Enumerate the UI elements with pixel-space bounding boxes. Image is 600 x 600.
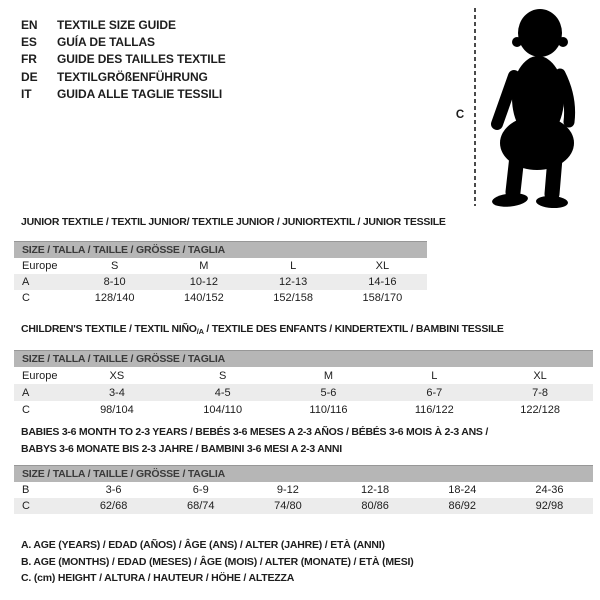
- cell-value: 12-18: [361, 484, 390, 496]
- table-row-age-months: [14, 482, 593, 498]
- language-row-de: [21, 68, 226, 85]
- language-title: TEXTILE SIZE GUIDE: [57, 17, 176, 32]
- cell-value: 110/116: [309, 403, 348, 416]
- cell-value: 140/152: [183, 292, 224, 304]
- footnote-height: C. (cm) HEIGHT / ALTURA / HAUTEUR / HÖHE / ALTEZZA: [21, 572, 295, 584]
- language-row-en: [21, 16, 226, 33]
- size-table-header: SIZE / TALLA / TAILLE / GRÖSSE / TAGLIA: [14, 241, 427, 258]
- cell-value: 122/128: [520, 403, 560, 416]
- language-row-es: [21, 33, 226, 50]
- row-label: C: [22, 292, 30, 304]
- row-label: A: [22, 386, 30, 399]
- cell-value: 12-13: [279, 276, 308, 288]
- section-title-sub: /A: [196, 327, 204, 336]
- cell-value: L: [431, 369, 438, 382]
- language-row-it: [21, 86, 226, 103]
- table-row-height: [14, 401, 593, 418]
- section-title-line2: BABYS 3-6 MONATE BIS 2-3 JAHRE / BAMBINI 3-6 MESI A 2-3 ANNI: [21, 443, 342, 455]
- height-marker-label: C: [455, 109, 465, 121]
- size-table-junior: [14, 241, 427, 306]
- cell-value: M: [323, 369, 334, 382]
- cell-value: XS: [109, 369, 125, 382]
- cell-value: 3-6: [105, 484, 122, 496]
- section-title-junior: JUNIOR TEXTILE / TEXTIL JUNIOR/ TEXTILE JUNIOR / JUNIORTEXTIL / JUNIOR TESSILE: [21, 216, 446, 228]
- row-label: C: [22, 403, 30, 416]
- cell-value: 128/140: [94, 292, 135, 304]
- cell-value: 5-6: [320, 386, 337, 399]
- cell-value: 92/98: [535, 500, 564, 512]
- cell-value: 158/170: [362, 292, 403, 304]
- language-title: GUIDA ALLE TAGLIE TESSILI: [57, 87, 223, 102]
- section-title-childrens: [21, 323, 504, 336]
- cell-value: 74/80: [274, 500, 302, 512]
- footnote-age-months: B. AGE (MONTHS) / EDAD (MESES) / ÂGE (MOIS) / ALTER (MONATE) / ETÀ (MESI): [21, 555, 414, 568]
- language-code: FR: [21, 52, 37, 67]
- row-label: C: [22, 500, 30, 512]
- row-label: Europe: [22, 369, 58, 382]
- row-label: B: [22, 484, 30, 496]
- language-guide: [21, 16, 226, 103]
- cell-value: M: [199, 260, 209, 272]
- cell-value: 10-12: [189, 276, 218, 288]
- section-title-babies: [21, 424, 488, 458]
- cell-value: 104/110: [203, 403, 243, 416]
- cell-value: 6-9: [192, 484, 209, 496]
- cell-value: 62/68: [99, 500, 128, 512]
- table-row-age: [14, 274, 427, 290]
- cell-value: 68/74: [186, 500, 215, 512]
- footnotes: [21, 537, 414, 587]
- cell-value: 7-8: [532, 386, 549, 399]
- cell-value: 9-12: [276, 484, 299, 496]
- footnote-age-years: A. AGE (YEARS) / EDAD (AÑOS) / ÂGE (ANS) / ALTER (JAHRE) / ETÀ (ANNI): [21, 539, 385, 551]
- language-code: EN: [21, 17, 38, 32]
- cell-value: 6-7: [426, 386, 443, 399]
- cell-value: 3-4: [108, 386, 125, 399]
- cell-value: 8-10: [103, 276, 126, 288]
- cell-value: S: [110, 260, 119, 272]
- language-title: GUÍA DE TALLAS: [57, 35, 155, 50]
- table-row-europe: [14, 367, 593, 384]
- language-title: GUIDE DES TAILLES TEXTILE: [57, 52, 226, 67]
- cell-value: 24-36: [535, 484, 564, 496]
- table-row-height: [14, 290, 427, 306]
- cell-value: 98/104: [100, 403, 134, 416]
- cell-value: XL: [533, 369, 547, 382]
- row-label: A: [22, 276, 30, 288]
- table-row-height: [14, 498, 593, 514]
- size-table-header: SIZE / TALLA / TAILLE / GRÖSSE / TAGLIA: [14, 465, 593, 482]
- cell-value: 18-24: [448, 484, 477, 496]
- cell-value: L: [290, 260, 297, 272]
- cell-value: 14-16: [368, 276, 397, 288]
- toddler-silhouette-icon: [484, 6, 592, 208]
- cell-value: 80/86: [361, 500, 389, 512]
- language-title: TEXTILGRÖßENFÜHRUNG: [57, 69, 208, 84]
- row-label: Europe: [22, 260, 58, 272]
- cell-value: 86/92: [448, 500, 477, 512]
- language-code: IT: [21, 87, 32, 102]
- section-title-text: / TEXTILE DES ENFANTS / KINDERTEXTIL / BAMBINI TESSILE: [203, 323, 504, 335]
- cell-value: S: [219, 369, 227, 382]
- cell-value: 152/158: [273, 292, 313, 304]
- cell-value: 116/122: [414, 403, 454, 416]
- language-code: DE: [21, 69, 38, 84]
- section-title-text: CHILDREN'S TEXTILE / TEXTIL NIÑO: [21, 323, 197, 335]
- language-row-fr: [21, 51, 226, 68]
- size-table-babies: [14, 465, 593, 514]
- section-title-line1: BABIES 3-6 MONTH TO 2-3 YEARS / BEBÉS 3-6 MESES A 2-3 AÑOS / BÉBÉS 3-6 MOIS À 2-3 ANS /: [21, 426, 489, 438]
- table-row-age: [14, 384, 593, 401]
- cell-value: XL: [375, 260, 390, 272]
- height-marker-line: [474, 8, 476, 206]
- size-table-childrens: [14, 350, 593, 418]
- table-row-europe: [14, 258, 427, 274]
- cell-value: 4-5: [214, 386, 231, 399]
- language-code: ES: [21, 35, 37, 50]
- size-table-header: SIZE / TALLA / TAILLE / GRÖSSE / TAGLIA: [14, 350, 593, 367]
